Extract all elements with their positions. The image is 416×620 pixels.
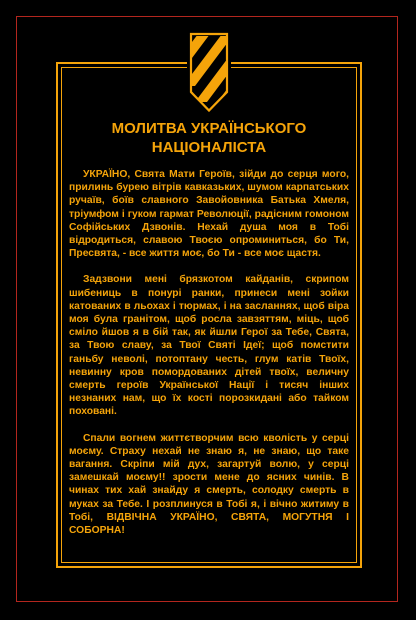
stripes-shield-emblem-icon <box>187 30 231 114</box>
prayer-text <box>69 168 349 550</box>
paragraph-2: Задзвони мені брязкотом кайданів, скрипом шибениць в понурі ранки, принеси мені зойки катованих в льохах і тюрмах, і на засланнях, щоб віра моя була гранітом, щоб росла завзяттям, міць, щоб сміло йшов я в бій так, як йшли Герої за Тебе, Свята, за Твою славу, за Твої Святі Ідеї; щоб помстити ганьбу неволі, потоптану честь, глум катів Твоїх, невинну кров помордованих дітей твоїх, величну смерть героїв Української Нації і тисяч інших незнаних нам, що їх кості порозкидані або тайком поховані. <box>69 274 349 418</box>
paragraph-3: Спали вогнем життєтворчим всю кволість у серці моєму. Страху нехай не знаю я, не знаю, що таке вагання. Скріпи мій дух, загартуй волю, у серці замешкай моєму!! зрости мене до ясних чинів. В чинах тих хай знайду я смерть, солодку смерть в муках за Тебе. І розплинуся в Тобі я, і вічно житиму в Тобі, ВІДВІЧНА УКРАЇНО, СВЯТА, МОГУТНЯ І СОБОРНА! <box>69 432 349 537</box>
paragraph-1: УКРАЇНО, Свята Мати Героїв, зійди до серця мого, прилинь бурею вітрів кавказьких, шумом карпатських ручаїв, боїв славного Завойовника Батька Хмеля, тріумфом і гуком гармат Революції, радісним гомоном Софійських Дзвонів. Нехай душа моя в Тобі відродиться, славою Твоєю опроминиться, бо Ти, Пресвята, - все життя моє, бо Ти - все моє щастя. <box>69 169 349 260</box>
page-title: МОЛИТВА УКРАЇНСЬКОГО НАЦІОНАЛІСТА <box>111 120 307 156</box>
